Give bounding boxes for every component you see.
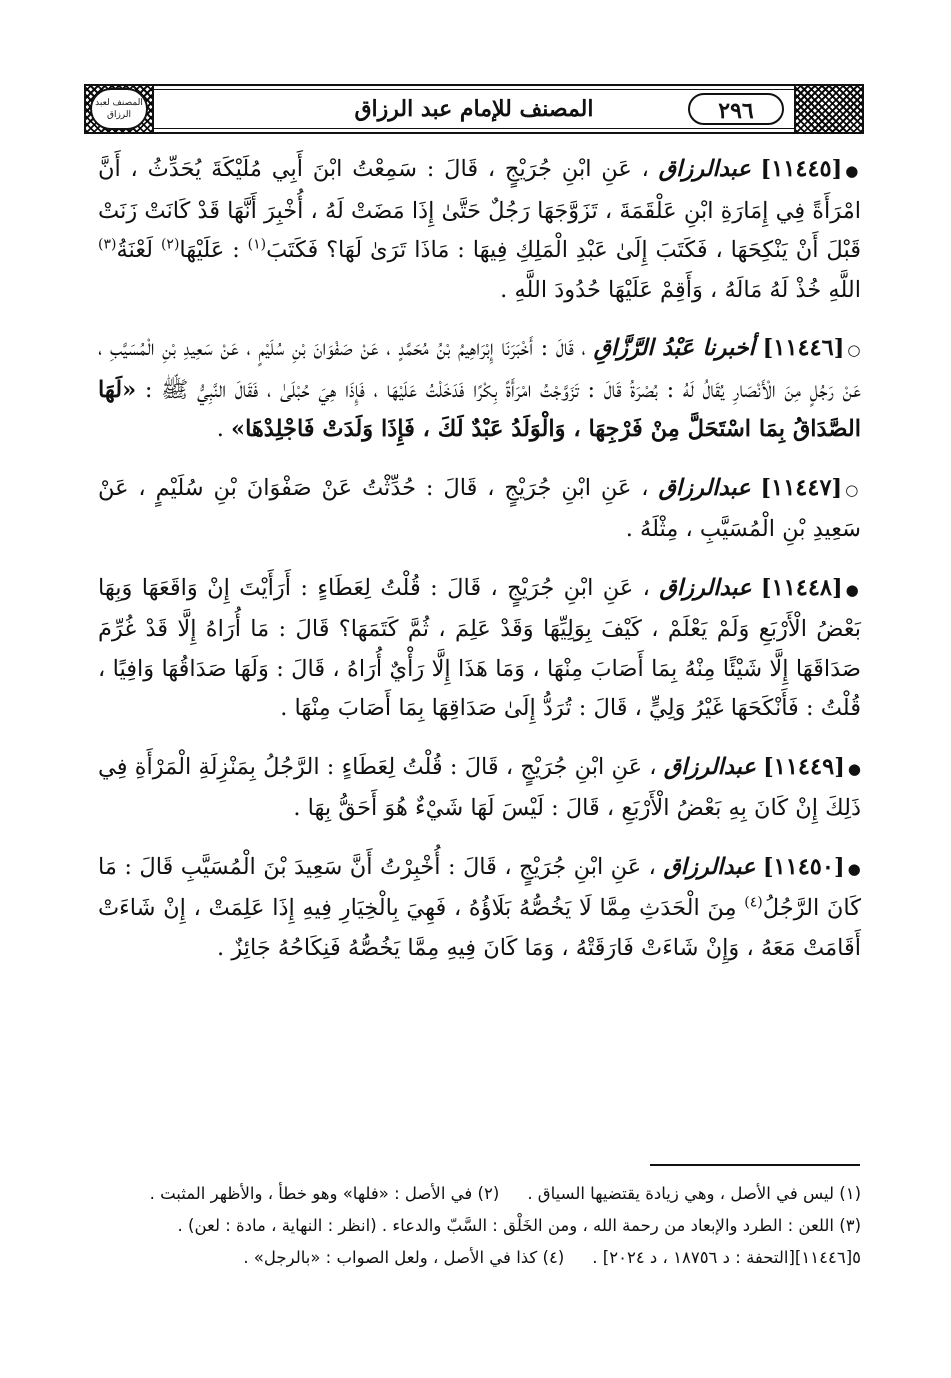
running-title: المصنف للإمام عبد الرزاق xyxy=(284,94,664,124)
hadith-marker: ○ xyxy=(847,341,862,359)
hadith-11447 xyxy=(98,469,861,550)
footnote-ref-1[interactable]: (١) xyxy=(247,236,267,253)
hadith-text-cont: مِنَ الْحَدَثِ مِمَّا لَا يَخُصُّهُ بَلَاؤُهُ ، فَهِيَ بِالْخِيَارِ فِيهِ إِذَا عَلِمَتْ ، إِنْ شَاءَتْ أَقَامَتْ مَعَهُ ، وَإِنْ شَاءَتْ فَارَقَتْهُ ، وَمَا كَانَ فِيهِ مِمَّا يَخُصُّهُ فَنِكَاحُهُ جَائِزٌ . xyxy=(98,895,861,961)
hadith-text-cont: اللَّهِ خُذْ لَهُ مَالَهُ ، وَأَقِمْ عَلَيْهَا حُدُودَ اللَّهِ . xyxy=(500,276,861,303)
footnote-2: (٢) في الأصل : «فلها» وهو خطأ ، والأظهر المثبت . xyxy=(149,1184,500,1203)
hadith-prophetic-text: «لَهَا الصَّدَاقُ بِمَا اسْتَحَلَّ مِنْ فَرْجِهَا ، وَالْوَلَدُ عَبْدٌ لَكَ ، فَإِذَا وَلَدَتْ فَاجْلِدْهَا» xyxy=(98,376,861,442)
hadith-marker: ● xyxy=(847,759,862,778)
hadith-11446 xyxy=(98,329,861,450)
hadith-narrator: عبدالرزاق xyxy=(659,574,752,601)
hadith-11445 xyxy=(98,150,861,310)
hadith-number: [١١٤٤٧] xyxy=(760,474,843,501)
hadith-number: [١١٤٤٦] xyxy=(762,335,845,361)
footnote-takhrij: ٥[١١٤٤٦][التحفة : د ١٨٧٥٦ ، د ٢٠٢٤] . xyxy=(592,1248,861,1267)
hadith-11448 xyxy=(98,569,861,729)
hadith-text: ، عَنِ ابْنِ جُرَيْجٍ ، قَالَ : قُلْتُ لِعَطَاءٍ : الرَّجُلُ بِمَنْزِلَةِ الْمَرْأَةِ فِي ذَلِكَ إِنْ كَانَ بِهِ بَعْضُ الْأَرْبَعِ ، قَالَ : لَيْسَ لَهَا شَيْءٌ هُوَ أَحَقُّ بِهَا . xyxy=(98,753,861,821)
hadith-text: ، عَنِ ابْنِ جُرَيْجٍ ، قَالَ : حُدِّثْتُ عَنْ صَفْوَانَ بْنِ سُلَيْمٍ ، عَنْ سَعِيدِ بْنِ الْمُسَيَّبِ ، مِثْلَهُ . xyxy=(98,474,861,542)
hadith-narrator: عبدالرزاق xyxy=(663,753,756,780)
hadith-narrator: عبدالرزاق xyxy=(658,156,751,182)
hadith-marker: ● xyxy=(845,162,861,180)
hadith-marker: ● xyxy=(847,859,862,878)
footnotes xyxy=(98,1178,861,1274)
hadith-text: ، عَنِ ابْنِ جُرَيْجٍ ، قَالَ : سَمِعْتُ ابْنَ أَبِي مُلَيْكَةَ يُحَدِّثُ ، أَنَّ امْرَأَةً فِي إِمَارَةِ ابْنِ عَلْقَمَةَ ، تَزَوَّجَهَا رَجُلٌ حَتَّىٰ إِذَا مَضَتْ لَهُ ، أُخْبِرَ أَنَّهَا قَدْ كَانَتْ زَنَتْ قَبْلَ أَنْ يَنْكِحَهَا ، فَكَتَبَ إِلَىٰ عَبْدِ الْمَلِكِ فِيهَا : مَاذَا تَرَىٰ لَهَا؟ فَكَتَبَ xyxy=(97,156,861,263)
hadith-narrator: أخبرنا عَبْدُ الرَّزَّاقِ xyxy=(593,335,755,361)
hadith-text-end: . xyxy=(216,416,231,442)
hadith-number: [١١٤٤٥] xyxy=(760,156,843,182)
hadith-number: [١١٤٥٠] xyxy=(762,853,845,880)
hadith-narrator: عبدالرزاق xyxy=(663,853,756,880)
footnote-divider xyxy=(650,1164,860,1166)
hadith-11449 xyxy=(98,748,861,829)
footnote-ref-3[interactable]: (٣) xyxy=(98,236,117,253)
main-text xyxy=(98,150,861,987)
page-header xyxy=(84,84,864,134)
footnote-line xyxy=(98,1178,861,1210)
footnote-line xyxy=(98,1210,861,1242)
hadith-marker: ○ xyxy=(845,480,862,499)
hadith-marker: ● xyxy=(845,580,862,599)
footnote-1: (١) ليس في الأصل ، وهي زيادة يقتضيها السياق . xyxy=(527,1184,861,1203)
hadith-11450 xyxy=(98,848,861,969)
header-ornament-right xyxy=(794,84,864,134)
hadith-text: ، عَنِ ابْنِ جُرَيْجٍ ، قَالَ : أُخْبِرْتُ أَنَّ سَعِيدَ بْنَ الْمُسَيَّبِ قَالَ : مَا كَانَ الرَّجُلُ xyxy=(98,853,861,921)
page-number: ٢٩٦ xyxy=(688,93,784,125)
book-seal-text: المصنف لعبد الرزاق xyxy=(95,98,143,120)
footnote-line xyxy=(98,1242,861,1274)
footnote-4: (٤) كذا في الأصل ، ولعل الصواب : «بالرجل» . xyxy=(243,1248,565,1267)
book-seal xyxy=(90,88,148,130)
hadith-number: [١١٤٤٩] xyxy=(763,753,845,780)
footnote-3: (٣) اللعن : الطرد والإبعاد من رحمة الله ، ومن الخَلْق : السَّبّ والدعاء . (انظر : النهاية ، مادة : لعن) . xyxy=(177,1216,861,1235)
hadith-text-cont: : عَلَيْهَا xyxy=(179,237,248,263)
hadith-number: [١١٤٤٨] xyxy=(760,574,843,601)
hadith-text: ، عَنِ ابْنِ جُرَيْجٍ ، قَالَ : قُلْتُ لِعَطَاءٍ : أَرَأَيْتَ إِنْ وَاقَعَهَا وَبِهَا بَعْضُ الْأَرْبَعِ وَلَمْ يَعْلَمْ ، كَيْفَ بِوَلِيِّهَا وَقَدْ عَلِمَ ، ثُمَّ كَتَمَهَا؟ قَالَ : مَا أُرَاهُ إِلَّا قَدْ غُرِّمَ صَدَاقَهَا إِلَّا شَيْئًا مِنْهُ بِمَا أَصَابَ مِنْهَا ، وَمَا هَذَا إِلَّا رَأْيٌ أُرَاهُ ، قَالَ : وَلَهَا صَدَاقُهَا وَافِيًا ، قُلْتُ : فَأَنْكَحَهَا غَيْرُ وَلِيٍّ ، قَالَ : تُرَدُّ إِلَىٰ صَدَاقِهَا بِمَا أَصَابَ مِنْهَا . xyxy=(98,574,861,721)
hadith-text: ، قَالَ : أَخْبَرَنَا إِبْرَاهِيمُ بْنُ مُحَمَّدٍ ، عَنْ صَفْوَانَ بْنِ سُلَيْمٍ ، عَنْ سَعِيدِ بْنِ الْمُسَيَّبِ ، عَنْ رَجُلٍ مِنَ الْأَنْصَارِ يُقَالُ لَهُ : بُصْرَةُ قَالَ : تَزَوَّجْتُ امْرَأَةً بِكْرًا فَدَخَلْتُ عَلَيْهَا ، فَإِذَا هِيَ حُبْلَىٰ ، فَقَالَ النَّبِيُّ ﷺ : xyxy=(98,335,862,403)
footnote-ref-2[interactable]: (٢) xyxy=(160,236,180,253)
footnote-ref-4[interactable]: (٤) xyxy=(744,894,763,911)
hadith-narrator: عبدالرزاق xyxy=(658,474,751,501)
hadith-text-cont: لَعْنَةُ xyxy=(116,237,161,263)
